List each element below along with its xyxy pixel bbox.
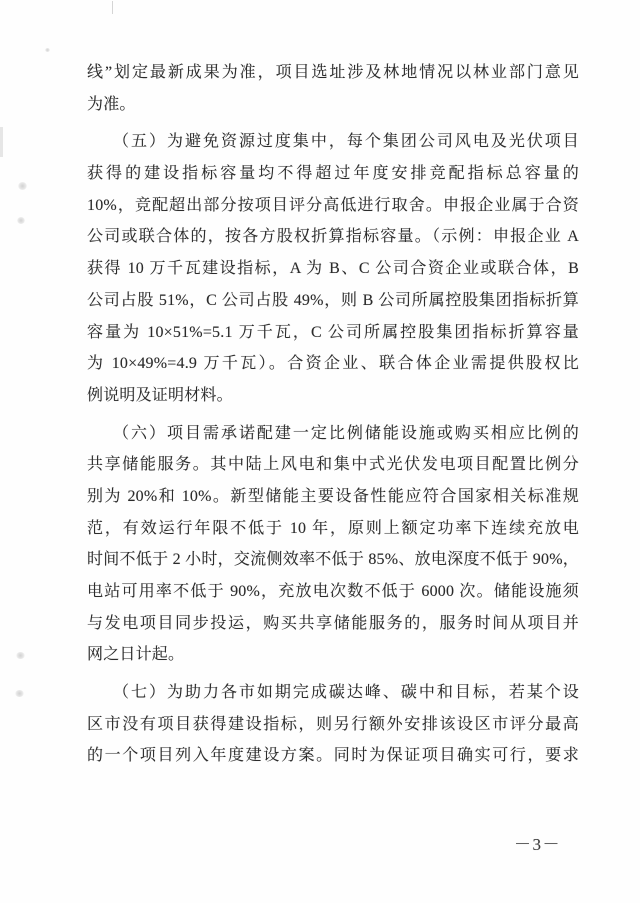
text-line: 线”划定最新成果为准，项目选址涉及林地情况以林业部门意见 <box>87 64 579 81</box>
scan-speck <box>17 217 25 224</box>
scan-speck <box>16 652 25 659</box>
document-body <box>87 57 579 772</box>
paragraph-item-7 <box>87 677 579 772</box>
text-line: （六）项目需承诺配建一定比例储能设施或购买相应比例的 <box>113 424 579 442</box>
text-line: 为 10×49%=4.9 万千瓦）。合资企业、联合体企业需提供股权比 <box>87 355 579 373</box>
text-line: 为准。 <box>87 95 136 113</box>
scan-artifact-tick <box>112 1 113 14</box>
paragraph-continuation <box>87 57 579 120</box>
text-line: 电站可用率不低于 90%，充放电次数不低于 6000 次。储能设施须 <box>87 583 579 600</box>
text-line: 范，有效运行年限不低于 10 年，原则上额定功率下连续充放电 <box>87 519 579 537</box>
scan-speck <box>15 690 24 697</box>
paragraph-item-6 <box>87 418 579 672</box>
scan-speck <box>18 182 27 190</box>
text-line: 共享储能服务。其中陆上风电和集中式光伏发电项目配置比例分 <box>87 456 579 474</box>
text-line: （七）为助力各市如期完成碳达峰、碳中和目标，若某个设 <box>113 684 579 702</box>
scan-artifact-edge <box>0 127 3 157</box>
text-line: 获得的建设指标容量均不得超过年度安排竞配指标总容量的 <box>87 165 579 183</box>
scan-speck <box>45 48 50 52</box>
text-line: 公司或联合体的，按各方股权折算指标容量。（示例：申报企业 A <box>87 228 579 246</box>
paragraph-item-5 <box>87 126 579 411</box>
text-line: 获得 10 万千瓦建设指标，A 为 B、C 公司合资企业或联合体，B <box>87 260 579 278</box>
text-line: （五）为避免资源过度集中，每个集团公司风电及光伏项目 <box>113 133 579 151</box>
text-line: 网之日计起。 <box>87 646 185 664</box>
text-line: 与发电项目同步投运，购买共享储能服务的，服务时间从项目并 <box>87 614 579 632</box>
text-line: 10%，竞配超出部分按项目评分高低进行取舍。申报企业属于合资 <box>87 196 579 214</box>
text-line: 别为 20%和 10%。新型储能主要设备性能应符合国家相关标准规 <box>87 487 579 505</box>
page-number: －3－ <box>514 835 561 854</box>
text-line: 例说明及证明材料。 <box>87 386 233 404</box>
text-line: 的一个项目列入年度建设方案。同时为保证项目确实可行，要求 <box>87 747 579 765</box>
text-line: 时间不低于 2 小时，交流侧效率不低于 85%、放电深度不低于 90%， <box>87 551 579 569</box>
text-line: 容量为 10×51%=5.1 万千瓦，C 公司所属控股集团指标折算容量 <box>87 323 579 341</box>
text-line: 区市没有项目获得建设指标，则另行额外安排该设区市评分最高 <box>87 715 579 733</box>
text-line: 公司占股 51%，C 公司占股 49%，则 B 公司所属控股集团指标折算 <box>87 291 579 309</box>
